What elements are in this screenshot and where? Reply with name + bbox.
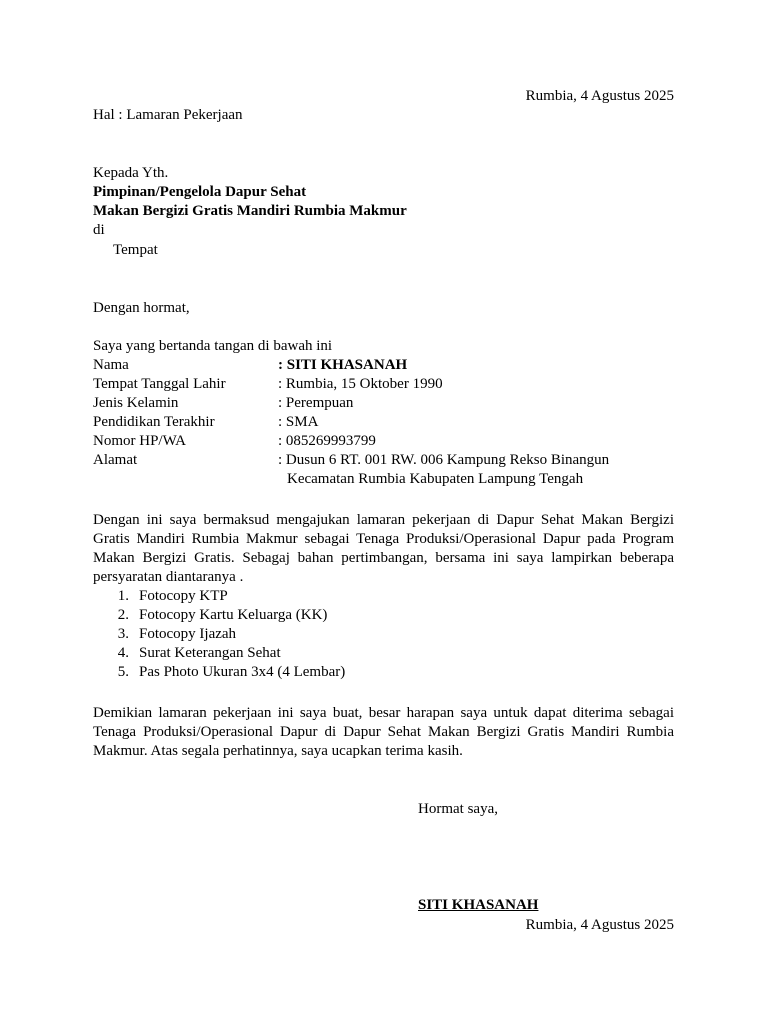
applicant-details [93,356,674,489]
detail-label: Pendidikan Terakhir [93,414,215,430]
list-number: 4. [117,645,129,661]
subject-line: Hal : Lamaran Pekerjaan [93,107,243,123]
list-item [93,644,674,663]
list-text: Surat Keterangan Sehat [139,645,281,661]
list-text: Fotocopy Ijazah [139,626,237,642]
detail-row [93,394,674,413]
recipient-greeting: Kepada Yth. [93,165,169,181]
list-item [93,625,674,644]
detail-label: Jenis Kelamin [93,395,179,411]
place-date: Rumbia, 4 Agustus 2025 [525,88,674,104]
detail-value: : SITI KHASANAH [278,357,408,373]
recipient-line-1: Pimpinan/Pengelola Dapur Sehat [93,184,307,200]
signature-name: SITI KHASANAH [418,897,539,913]
detail-label: Nomor HP/WA [93,433,186,449]
signoff: Hormat saya, [418,801,498,817]
detail-value: : SMA [278,414,319,430]
detail-row [93,432,674,451]
body-paragraph: Dengan ini saya bermaksud mengajukan lamaran pekerjaan di Dapur Sehat Makan Bergizi Gratis Mandiri Rumbia Makmur sebagai Tenaga Produksi/Operasional Dapur pada Program Makan Bergizi Gratis. Sebagaj bahan pertimbangan, bersama ini saya lampirkan beberapa persyaratan diantaranya . [93,512,674,585]
list-text: Pas Photo Ukuran 3x4 (4 Lembar) [139,664,346,680]
list-item [93,606,674,625]
detail-row [93,375,674,394]
detail-row-continuation [93,470,674,489]
recipient-line-2: Makan Bergizi Gratis Mandiri Rumbia Makmur [93,203,407,219]
list-text: Fotocopy KTP [139,588,228,604]
intro-line: Saya yang bertanda tangan di bawah ini [93,338,333,354]
detail-value-continued: Kecamatan Rumbia Kabupaten Lampung Tengah [287,471,584,487]
recipient-di: di [93,222,105,238]
detail-value: : Dusun 6 RT. 001 RW. 006 Kampung Rekso Binangun [278,452,610,468]
list-number: 1. [117,588,129,604]
list-item [93,587,674,606]
detail-row [93,451,674,470]
detail-value: : Perempuan [278,395,354,411]
attachment-list [93,587,674,682]
list-item [93,663,674,682]
salutation: Dengan hormat, [93,300,190,316]
detail-value: : 085269993799 [278,433,376,449]
list-number: 2. [117,607,129,623]
detail-row [93,413,674,432]
detail-row [93,356,674,375]
detail-label: Alamat [93,452,138,468]
list-number: 3. [117,626,129,642]
detail-label: Nama [93,357,129,373]
signature-date: Rumbia, 4 Agustus 2025 [525,917,674,933]
list-text: Fotocopy Kartu Keluarga (KK) [139,607,328,623]
list-number: 5. [117,664,129,680]
detail-label: Tempat Tanggal Lahir [93,376,226,392]
recipient-place: Tempat [113,242,158,258]
detail-value: : Rumbia, 15 Oktober 1990 [278,376,443,392]
closing-paragraph: Demikian lamaran pekerjaan ini saya buat, besar harapan saya untuk dapat diterima sebagai Tenaga Produksi/Operasional Dapur di Dapur Sehat Makan Bergizi Gratis Mandiri Rumbia Makmur. Atas segala perhatinnya, saya ucapkan terima kasih. [93,705,674,759]
